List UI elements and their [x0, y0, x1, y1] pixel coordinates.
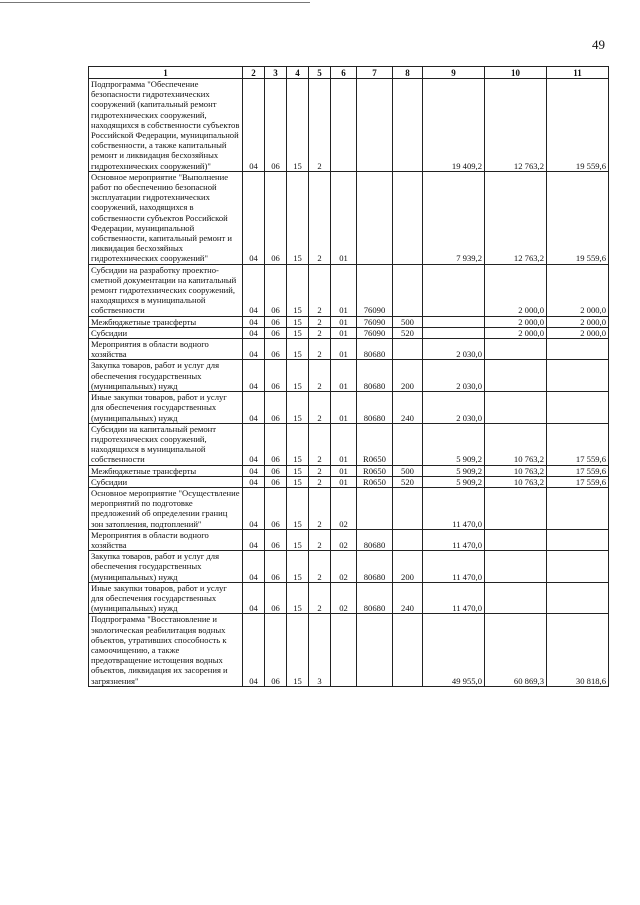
cell-code-2: 04	[243, 465, 265, 476]
table-row	[89, 476, 609, 487]
cell-amount-10: 10 763,2	[485, 465, 547, 476]
header-cell: 5	[309, 67, 331, 79]
cell-code-3: 06	[265, 487, 287, 529]
cell-code-7	[357, 171, 393, 264]
cell-code-8: 240	[393, 392, 423, 424]
cell-code-6: 01	[331, 327, 357, 338]
cell-amount-9: 5 909,2	[423, 476, 485, 487]
table-row	[89, 551, 609, 583]
cell-amount-9	[423, 316, 485, 327]
cell-code-7: 76090	[357, 316, 393, 327]
cell-code-8: 500	[393, 465, 423, 476]
cell-amount-11: 19 559,6	[547, 79, 609, 172]
cell-code-3: 06	[265, 614, 287, 686]
table-row	[89, 465, 609, 476]
table-row	[89, 360, 609, 392]
cell-amount-10: 10 763,2	[485, 476, 547, 487]
cell-code-6: 01	[331, 392, 357, 424]
cell-code-4: 15	[287, 79, 309, 172]
cell-amount-11	[547, 551, 609, 583]
cell-code-4: 15	[287, 487, 309, 529]
cell-code-5: 2	[309, 360, 331, 392]
cell-item-name: Иные закупки товаров, работ и услуг для обеспечения государственных (муниципальных) нужд	[89, 582, 243, 614]
cell-code-2: 04	[243, 316, 265, 327]
cell-item-name: Субсидии на разработку проектно-сметной документации на капитальный ремонт гидротехнических сооружений, находящихся в муниципальной собственности	[89, 264, 243, 316]
header-cell: 6	[331, 67, 357, 79]
cell-code-2: 04	[243, 529, 265, 550]
cell-item-name: Мероприятия в области водного хозяйства	[89, 529, 243, 550]
table-row	[89, 582, 609, 614]
cell-code-5: 2	[309, 264, 331, 316]
cell-code-4: 15	[287, 551, 309, 583]
cell-code-4: 15	[287, 327, 309, 338]
cell-item-name: Подпрограмма "Обеспечение безопасности гидротехнических сооружений (капитальный ремонт гидротехнических сооружений, находящихся в собственности субъектов Российской Федерации, муниципальной собственности, а также капитальный ремонт и ликвидация бесхозяйных гидротехнических сооружений)"	[89, 79, 243, 172]
cell-item-name: Субсидии на капитальный ремонт гидротехнических сооружений, находящихся в муниципальной собственности	[89, 423, 243, 465]
cell-code-5: 2	[309, 423, 331, 465]
cell-code-2: 04	[243, 264, 265, 316]
cell-code-3: 06	[265, 476, 287, 487]
cell-code-5: 2	[309, 327, 331, 338]
table-row	[89, 487, 609, 529]
cell-amount-11	[547, 392, 609, 424]
cell-amount-11	[547, 339, 609, 360]
cell-code-7: 76090	[357, 264, 393, 316]
cell-code-7: 80680	[357, 360, 393, 392]
cell-code-7: 80680	[357, 529, 393, 550]
cell-amount-9: 49 955,0	[423, 614, 485, 686]
cell-item-name: Мероприятия в области водного хозяйства	[89, 339, 243, 360]
cell-amount-10: 2 000,0	[485, 316, 547, 327]
cell-code-5: 2	[309, 476, 331, 487]
cell-amount-10	[485, 487, 547, 529]
table-header-row	[89, 67, 609, 79]
cell-code-3: 06	[265, 529, 287, 550]
cell-code-7: R0650	[357, 423, 393, 465]
table-row	[89, 529, 609, 550]
cell-code-8	[393, 171, 423, 264]
cell-code-2: 04	[243, 79, 265, 172]
table-row	[89, 614, 609, 686]
cell-code-3: 06	[265, 423, 287, 465]
cell-code-2: 04	[243, 423, 265, 465]
cell-amount-10	[485, 582, 547, 614]
cell-amount-11	[547, 360, 609, 392]
cell-code-4: 15	[287, 316, 309, 327]
cell-code-3: 06	[265, 339, 287, 360]
cell-code-6: 01	[331, 465, 357, 476]
cell-code-2: 04	[243, 392, 265, 424]
cell-amount-11: 17 559,6	[547, 476, 609, 487]
cell-code-6: 01	[331, 339, 357, 360]
cell-code-3: 06	[265, 360, 287, 392]
cell-code-8	[393, 79, 423, 172]
header-cell: 8	[393, 67, 423, 79]
cell-code-6: 02	[331, 487, 357, 529]
cell-code-4: 15	[287, 476, 309, 487]
cell-code-2: 04	[243, 476, 265, 487]
header-cell: 3	[265, 67, 287, 79]
cell-amount-11: 2 000,0	[547, 327, 609, 338]
cell-item-name: Субсидии	[89, 476, 243, 487]
table-row	[89, 423, 609, 465]
cell-amount-11: 17 559,6	[547, 423, 609, 465]
cell-code-5: 2	[309, 529, 331, 550]
header-cell: 9	[423, 67, 485, 79]
cell-code-7: 80680	[357, 582, 393, 614]
cell-amount-11: 17 559,6	[547, 465, 609, 476]
table-row	[89, 339, 609, 360]
cell-code-8	[393, 487, 423, 529]
header-cell: 4	[287, 67, 309, 79]
cell-amount-9: 2 030,0	[423, 339, 485, 360]
cell-code-6: 01	[331, 360, 357, 392]
cell-amount-9	[423, 264, 485, 316]
cell-code-6	[331, 614, 357, 686]
cell-code-6: 02	[331, 551, 357, 583]
cell-code-5: 2	[309, 551, 331, 583]
cell-amount-10	[485, 392, 547, 424]
cell-code-8: 200	[393, 360, 423, 392]
scan-top-line	[0, 2, 310, 3]
cell-item-name: Закупка товаров, работ и услуг для обеспечения государственных (муниципальных) нужд	[89, 360, 243, 392]
cell-amount-10	[485, 551, 547, 583]
cell-code-6	[331, 79, 357, 172]
cell-code-4: 15	[287, 360, 309, 392]
cell-amount-10: 60 869,3	[485, 614, 547, 686]
cell-code-5: 2	[309, 316, 331, 327]
cell-amount-9: 7 939,2	[423, 171, 485, 264]
cell-amount-9: 11 470,0	[423, 487, 485, 529]
cell-code-7	[357, 614, 393, 686]
cell-amount-11: 19 559,6	[547, 171, 609, 264]
cell-code-4: 15	[287, 582, 309, 614]
cell-code-2: 04	[243, 614, 265, 686]
cell-code-5: 2	[309, 582, 331, 614]
cell-amount-9: 11 470,0	[423, 551, 485, 583]
cell-code-3: 06	[265, 79, 287, 172]
cell-code-7	[357, 487, 393, 529]
cell-code-8: 520	[393, 476, 423, 487]
cell-code-3: 06	[265, 465, 287, 476]
cell-code-2: 04	[243, 327, 265, 338]
cell-amount-11	[547, 529, 609, 550]
cell-amount-9: 5 909,2	[423, 465, 485, 476]
cell-code-5: 2	[309, 171, 331, 264]
cell-code-8	[393, 339, 423, 360]
cell-code-4: 15	[287, 614, 309, 686]
cell-code-4: 15	[287, 465, 309, 476]
header-cell: 11	[547, 67, 609, 79]
cell-code-5: 3	[309, 614, 331, 686]
cell-code-4: 15	[287, 171, 309, 264]
cell-code-5: 2	[309, 339, 331, 360]
cell-code-8	[393, 264, 423, 316]
cell-code-2: 04	[243, 360, 265, 392]
cell-item-name: Субсидии	[89, 327, 243, 338]
cell-code-6: 02	[331, 529, 357, 550]
cell-code-7: R0650	[357, 476, 393, 487]
table-row	[89, 79, 609, 172]
cell-code-6: 01	[331, 316, 357, 327]
table-row	[89, 316, 609, 327]
cell-code-8	[393, 529, 423, 550]
cell-code-2: 04	[243, 582, 265, 614]
cell-amount-9: 11 470,0	[423, 529, 485, 550]
cell-code-7: 80680	[357, 551, 393, 583]
cell-code-8	[393, 614, 423, 686]
cell-amount-9: 11 470,0	[423, 582, 485, 614]
cell-code-5: 2	[309, 465, 331, 476]
cell-item-name: Подпрограмма "Восстановление и экологическая реабилитация водных объектов, утративших способность к самоочищению, а также предотвращение истощения водных объектов, ликвидация их засорения и загрязнения"	[89, 614, 243, 686]
cell-code-6: 01	[331, 171, 357, 264]
table-row	[89, 327, 609, 338]
cell-item-name: Межбюджетные трансферты	[89, 316, 243, 327]
cell-code-7: 80680	[357, 392, 393, 424]
cell-code-7	[357, 79, 393, 172]
cell-code-3: 06	[265, 327, 287, 338]
cell-code-3: 06	[265, 264, 287, 316]
cell-amount-10: 10 763,2	[485, 423, 547, 465]
cell-amount-11: 30 818,6	[547, 614, 609, 686]
cell-code-2: 04	[243, 339, 265, 360]
cell-code-6: 01	[331, 423, 357, 465]
budget-table	[88, 66, 609, 687]
cell-amount-11: 2 000,0	[547, 264, 609, 316]
cell-code-3: 06	[265, 551, 287, 583]
header-cell: 1	[89, 67, 243, 79]
cell-item-name: Иные закупки товаров, работ и услуг для обеспечения государственных (муниципальных) нужд	[89, 392, 243, 424]
cell-amount-10: 2 000,0	[485, 264, 547, 316]
cell-code-4: 15	[287, 392, 309, 424]
cell-code-3: 06	[265, 392, 287, 424]
cell-code-3: 06	[265, 582, 287, 614]
cell-item-name: Межбюджетные трансферты	[89, 465, 243, 476]
header-cell: 2	[243, 67, 265, 79]
cell-code-8: 520	[393, 327, 423, 338]
cell-code-8	[393, 423, 423, 465]
cell-amount-10: 2 000,0	[485, 327, 547, 338]
cell-item-name: Закупка товаров, работ и услуг для обеспечения государственных (муниципальных) нужд	[89, 551, 243, 583]
cell-amount-11	[547, 487, 609, 529]
table-row	[89, 392, 609, 424]
cell-code-8: 500	[393, 316, 423, 327]
cell-item-name: Основное мероприятие "Выполнение работ по обеспечению безопасной эксплуатации гидротехнических сооружений, находящихся в собственности субъектов Российской Федерации, муниципальной собственности, капитальный ремонт и ликвидация бесхозяйных гидротехнических сооружений"	[89, 171, 243, 264]
cell-code-5: 2	[309, 392, 331, 424]
cell-amount-9	[423, 327, 485, 338]
cell-code-4: 15	[287, 264, 309, 316]
table-row	[89, 264, 609, 316]
cell-code-7: R0650	[357, 465, 393, 476]
cell-amount-10: 12 763,2	[485, 79, 547, 172]
cell-amount-9: 2 030,0	[423, 360, 485, 392]
cell-code-6: 01	[331, 264, 357, 316]
cell-code-7: 80680	[357, 339, 393, 360]
cell-code-2: 04	[243, 171, 265, 264]
cell-amount-10: 12 763,2	[485, 171, 547, 264]
cell-item-name: Основное мероприятие "Осуществление мероприятий по подготовке предложений об определении границ зон затопления, подтоплений"	[89, 487, 243, 529]
cell-code-3: 06	[265, 171, 287, 264]
cell-code-3: 06	[265, 316, 287, 327]
cell-code-8: 200	[393, 551, 423, 583]
cell-code-4: 15	[287, 423, 309, 465]
header-cell: 10	[485, 67, 547, 79]
cell-amount-11: 2 000,0	[547, 316, 609, 327]
cell-code-5: 2	[309, 79, 331, 172]
cell-amount-9: 19 409,2	[423, 79, 485, 172]
cell-code-6: 01	[331, 476, 357, 487]
cell-code-2: 04	[243, 487, 265, 529]
cell-code-7: 76090	[357, 327, 393, 338]
cell-amount-10	[485, 339, 547, 360]
header-cell: 7	[357, 67, 393, 79]
cell-amount-11	[547, 582, 609, 614]
cell-code-4: 15	[287, 339, 309, 360]
table-row	[89, 171, 609, 264]
cell-code-8: 240	[393, 582, 423, 614]
cell-code-2: 04	[243, 551, 265, 583]
cell-amount-9: 2 030,0	[423, 392, 485, 424]
cell-amount-10	[485, 360, 547, 392]
page-number: 49	[592, 37, 605, 52]
cell-code-5: 2	[309, 487, 331, 529]
cell-code-6: 02	[331, 582, 357, 614]
cell-amount-9: 5 909,2	[423, 423, 485, 465]
cell-code-4: 15	[287, 529, 309, 550]
cell-amount-10	[485, 529, 547, 550]
